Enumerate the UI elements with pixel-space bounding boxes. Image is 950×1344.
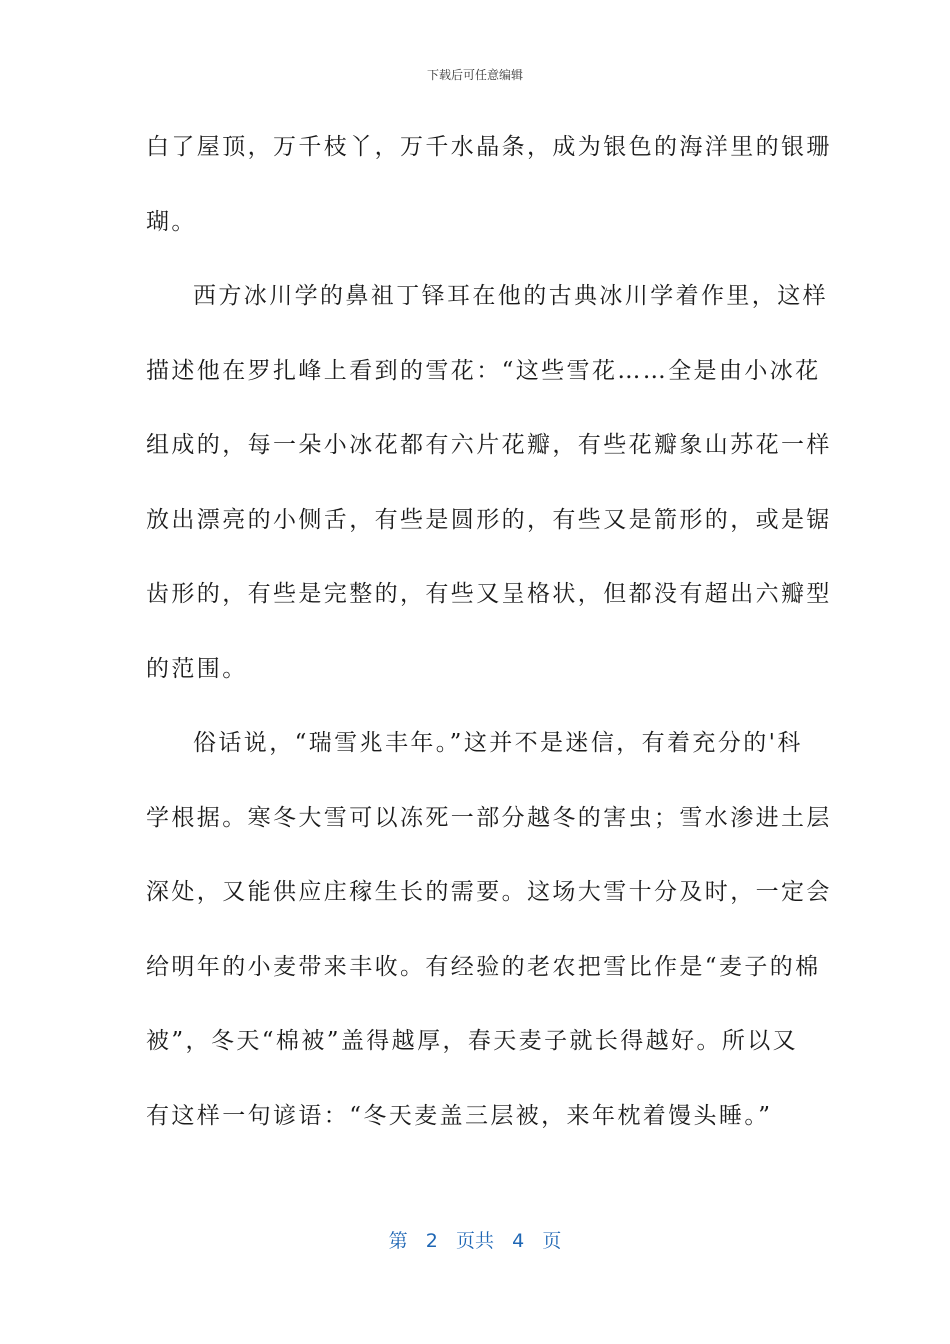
total-pages-number: 4	[512, 1230, 525, 1252]
document-body	[146, 110, 832, 1153]
text-line: 有这样一句谚语：“冬天麦盖三层被，来年枕着馒头睡。”	[146, 1102, 773, 1129]
text-line: 西方冰川学的鼻祖丁铎耳在他的古典冰川学着作里，这样	[193, 283, 828, 309]
text-line: 瑚。	[146, 208, 197, 235]
text-line: 学根据。寒冬大雪可以冻死一部分越冬的害虫；雪水渗进土层	[146, 804, 832, 831]
text-line: 的范围。	[146, 655, 248, 682]
text-line: 组成的，每一朵小冰花都有六片花瓣，有些花瓣象山苏花一样	[146, 432, 832, 458]
text-line: 放出漂亮的小侧舌，有些是圆形的，有些又是箭形的，或是锯	[146, 506, 832, 533]
page-header: 下载后可任意编辑	[426, 68, 523, 82]
text-line: 俗话说，“瑞雪兆丰年。”这并不是迷信，有着充分的'科	[193, 730, 803, 756]
page-label-prefix: 第	[388, 1230, 408, 1252]
text-line: 描述他在罗扎峰上看到的雪花：“这些雪花……全是由小冰花	[146, 357, 821, 384]
page-label-suffix: 页	[542, 1230, 562, 1252]
page-label-middle: 页共	[455, 1230, 494, 1252]
text-line: 白了屋顶，万千枝丫，万千水晶条，成为银色的海洋里的银珊	[146, 134, 832, 160]
text-line: 给明年的小麦带来丰收。有经验的老农把雪比作是“麦子的棉	[146, 953, 821, 980]
current-page-number: 2	[425, 1230, 438, 1252]
text-line: 齿形的，有些是完整的，有些又呈格状，但都没有超出六瓣型	[146, 581, 832, 607]
text-line: 深处，又能供应庄稼生长的需要。这场大雪十分及时，一定会	[146, 879, 832, 905]
text-line: 被”，冬天“棉被”盖得越厚，春天麦子就长得越好。所以又	[146, 1028, 799, 1054]
page-number-footer	[0, 1226, 950, 1253]
